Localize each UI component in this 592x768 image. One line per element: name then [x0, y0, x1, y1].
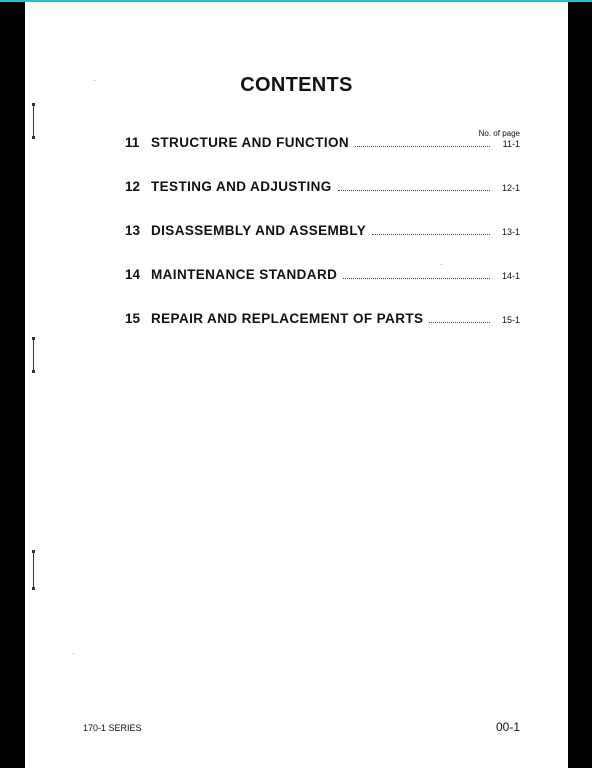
toc-entry-title: TESTING AND ADJUSTING [151, 179, 332, 194]
dot-leader [355, 145, 490, 147]
dot-leader [338, 189, 490, 191]
toc-entry-page: 11-1 [502, 139, 520, 149]
binder-hole-mark-middle [33, 339, 34, 371]
document-page [25, 2, 568, 768]
page-column-header: No. of page [478, 129, 520, 138]
toc-entry[interactable] [125, 223, 520, 267]
toc-entry-title: REPAIR AND REPLACEMENT OF PARTS [151, 311, 424, 326]
toc-entry-page: 12-1 [501, 183, 520, 193]
toc-entry-page: 15-1 [501, 315, 520, 325]
dot-leader [429, 321, 490, 323]
footer-series: 170-1 SERIES [83, 723, 142, 733]
scan-speck [73, 653, 74, 654]
toc-entry-number: 11 [125, 135, 140, 150]
toc-entry-number: 13 [125, 223, 141, 238]
toc-entry-number: 12 [125, 179, 141, 194]
toc-entry[interactable] [125, 135, 520, 179]
toc-entry-title: STRUCTURE AND FUNCTION [151, 135, 350, 150]
toc-entry-page: 13-1 [501, 227, 520, 237]
toc-entry-number: 15 [125, 311, 141, 326]
toc-entry-number: 14 [125, 267, 141, 282]
toc-entry[interactable] [125, 311, 520, 355]
toc-entry[interactable] [125, 179, 520, 223]
toc-entry-page: 14-1 [501, 271, 520, 281]
dot-leader [372, 233, 490, 235]
binder-hole-mark-top [33, 105, 34, 137]
footer-page-number: 00-1 [495, 720, 520, 734]
binder-hole-mark-bottom [33, 552, 34, 588]
page-title: CONTENTS [240, 74, 353, 96]
toc-entry[interactable] [125, 267, 520, 311]
toc-entry-title: MAINTENANCE STANDARD [151, 267, 338, 282]
dot-leader [343, 277, 490, 279]
table-of-contents [125, 135, 520, 355]
toc-entry-title: DISASSEMBLY AND ASSEMBLY [151, 223, 367, 238]
